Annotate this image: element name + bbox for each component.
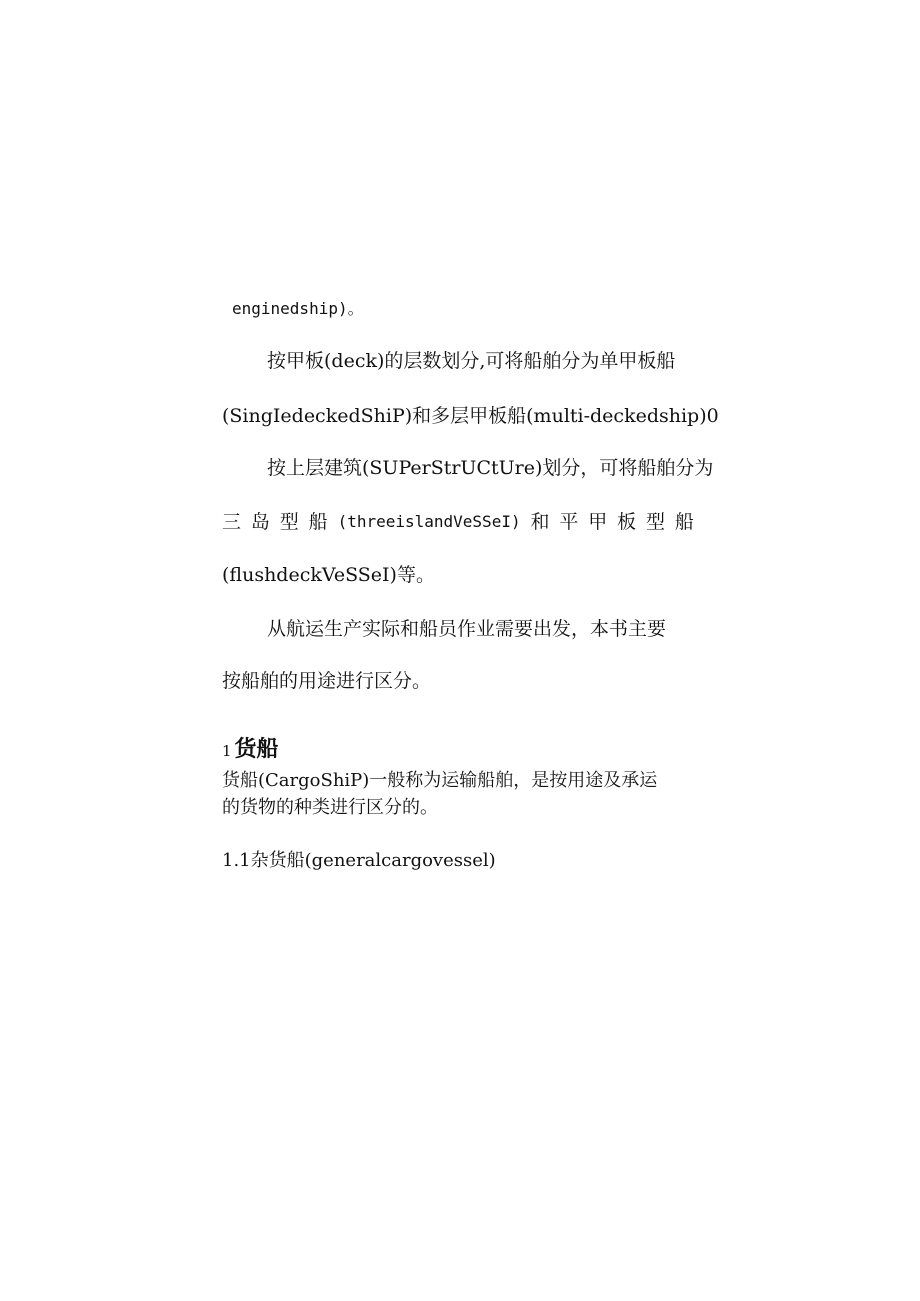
word: 型 [646,511,666,533]
section-number: 1 [222,742,232,760]
subsection-heading-1-1: 1.1杂货船(generalcargovessel) [222,850,496,871]
word: 三 [222,511,242,533]
paragraph-book-line-2: 按船舶的用途进行区分。 [222,670,432,692]
word: 平 [559,511,579,533]
section-1-line-1: 货船(CargoShiP)一般称为运输船舶，是按用途及承运 [222,770,658,791]
paragraph-deck-line-2: (SingIedeckedShiP)和多层甲板船(multi-deckedship)0 [222,405,719,427]
word: 船 [308,511,328,533]
word: 船 [674,511,694,533]
word: 型 [279,511,299,533]
paragraph-superstructure-line-3: (flushdeckVeSSeI)等。 [222,564,435,586]
paragraph-superstructure-line-1: 按上层建筑(SUPerStrUCtUre)划分，可将船舶分为 [267,457,714,479]
section-1-line-2: 的货物的种类进行区分的。 [222,797,438,818]
paragraph-book-line-1: 从航运生产实际和船员作业需要出发，本书主要 [267,618,667,640]
section-heading-1 [222,736,279,765]
word: 岛 [250,511,270,533]
word: 和 [530,511,550,533]
word: 板 [617,511,637,533]
paragraph-superstructure-line-2 [222,510,694,534]
paragraph-deck-line-1: 按甲板(deck)的层数划分,可将船舶分为单甲板船 [267,350,676,372]
word: 甲 [588,511,608,533]
section-title: 货船 [234,737,279,762]
word: (threeislandVeSSeI) [337,512,521,531]
text-line-enginedship: enginedship)。 [232,299,364,318]
